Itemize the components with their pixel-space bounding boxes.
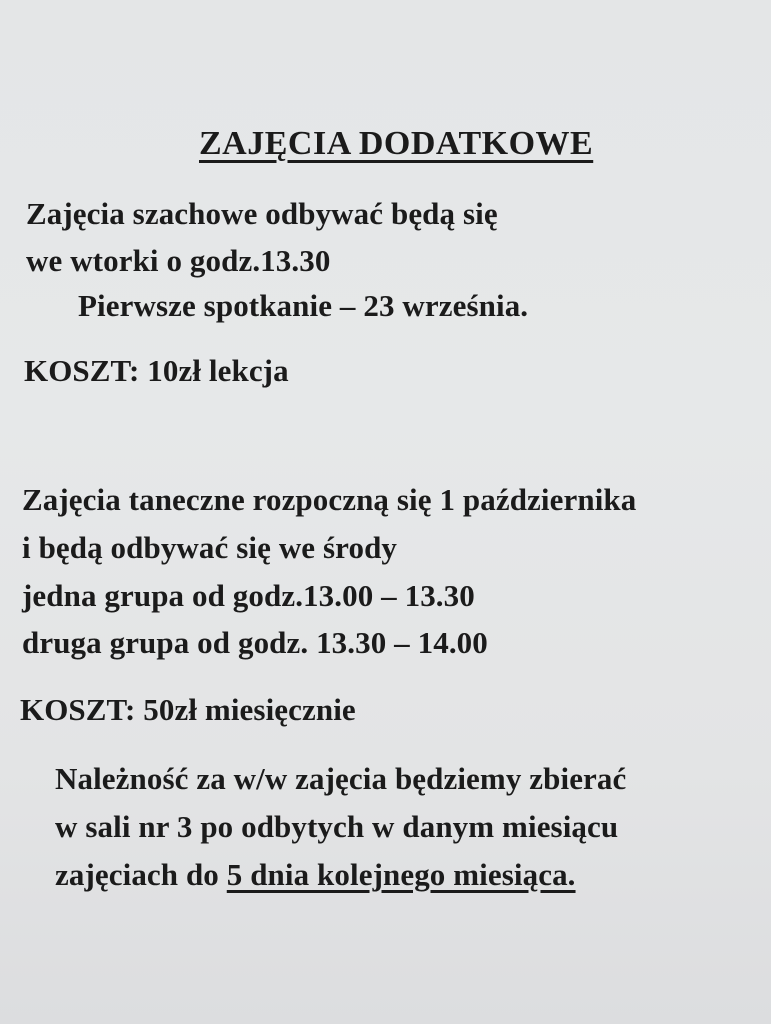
notice-title: ZAJĘCIA DODATKOWE: [199, 125, 594, 162]
payment-line-3-prefix: zajęciach do: [55, 857, 227, 892]
chess-first-meeting: Pierwsze spotkanie – 23 września.: [78, 288, 529, 323]
payment-line-2: w sali nr 3 po odbytych w danym miesiącu: [55, 809, 619, 844]
dance-line-2: i będą odbywać się we środy: [22, 530, 398, 565]
chess-line-2: we wtorki o godz.13.30: [26, 243, 331, 278]
payment-deadline: 5 dnia kolejnego miesiąca.: [226, 857, 576, 892]
chess-cost: KOSZT: 10zł lekcja: [24, 353, 289, 388]
dance-cost: KOSZT: 50zł miesięcznie: [20, 692, 356, 727]
dance-group-1: jedna grupa od godz.13.00 – 13.30: [22, 578, 475, 613]
chess-line-1: Zajęcia szachowe odbywać będą się: [26, 196, 498, 231]
payment-line-3: [55, 857, 576, 893]
dance-group-2: druga grupa od godz. 13.30 – 14.00: [22, 625, 488, 660]
dance-line-1: Zajęcia taneczne rozpoczną się 1 października: [22, 482, 637, 517]
payment-line-1: Należność za w/w zajęcia będziemy zbierać: [55, 761, 627, 796]
